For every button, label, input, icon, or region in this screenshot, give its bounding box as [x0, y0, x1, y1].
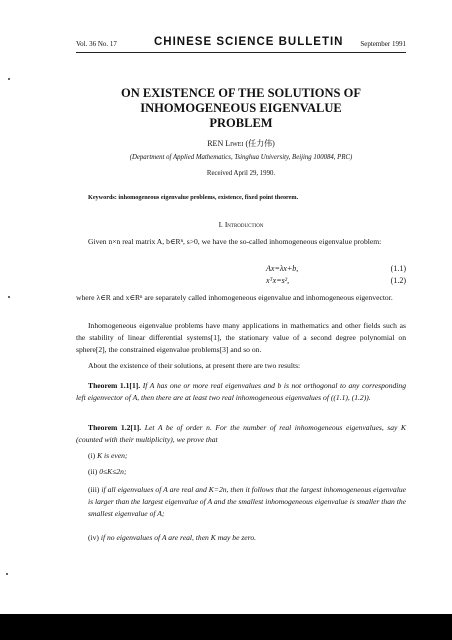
section-title: Introduction	[224, 220, 264, 229]
equation-1-1	[76, 264, 406, 276]
author-line	[76, 138, 406, 149]
running-header	[76, 36, 406, 52]
intro-paragraph-3: Inhomogeneous eigenvalue problems have many applications in mathematics and other fields such as the stability of linear differential systems[1], the stationary value of a second degree polynomial on sphere[2], the constrained eigenvalue problems[3] and so on.	[76, 321, 406, 354]
equation-1-1-number: (1.1)	[390, 264, 406, 273]
list-item-text: K is even;	[97, 451, 128, 460]
equation-1-2	[76, 276, 406, 288]
equation-1-2-expression: xᵀx=s²,	[266, 276, 290, 285]
scan-bottom-bar	[0, 614, 452, 640]
equation-1-1-expression: Ax=λx+b,	[266, 264, 299, 273]
theorem-1-1-label: Theorem 1.1[1].	[88, 381, 141, 390]
title-line-1: ON EXISTENCE OF THE SOLUTIONS OF	[121, 86, 361, 100]
title-line-3: PROBLEM	[209, 116, 273, 130]
scan-speck	[6, 573, 8, 575]
title-line-2: INHOMOGENEOUS EIGENVALUE	[140, 101, 342, 115]
equation-1-2-number: (1.2)	[390, 276, 406, 285]
theorem-1-1-text: If A has one or more real eigenvalues and b is not orthogonal to any corresponding left eigenvector of A, then there are at least two real inhomogeneous eigenvalues of ((1.1), (1.2)).	[76, 381, 406, 402]
list-item-label: (iv)	[88, 533, 99, 542]
list-item	[88, 532, 406, 544]
volume-label: Vol. 36 No. 17	[76, 40, 117, 48]
author-chinese-name: (任力伟)	[245, 139, 275, 148]
section-heading	[76, 220, 406, 229]
header-rule	[76, 52, 406, 53]
list-item-text: if all eigenvalues of A are real and K=2n, then it follows that the largest inhomogeneous eigenvalue is larger than the largest eigenvalue of A and the smallest inhomogeneous eigenvalue is smaller than the smallest eigenvalue of A;	[88, 485, 406, 518]
theorem-1-2-text: Let A be of order n. For the number of real inhomogeneous eigenvalues, say K (counted with their multiplicity), we prove that	[76, 423, 407, 444]
list-item-label: (ii)	[88, 467, 98, 476]
intro-paragraph-4: About the existence of their solutions, at present there are two results:	[88, 361, 301, 370]
theorem-1-2-label: Theorem 1.2[1].	[88, 423, 142, 432]
theorem-1-1	[76, 380, 406, 404]
list-item	[88, 484, 406, 520]
list-item-text: 0≤K≤2n;	[99, 467, 127, 476]
theorem-1-2	[76, 422, 406, 446]
list-item	[88, 466, 406, 478]
issue-date: September 1991	[360, 40, 406, 48]
journal-name: CHINESE SCIENCE BULLETIN	[154, 36, 344, 48]
list-item-text: if no eigenvalues of A are real, then K may be zero.	[100, 533, 257, 542]
section-number: I.	[218, 220, 223, 229]
list-item-label: (iii)	[88, 485, 100, 494]
author-family-name: Liwei	[225, 139, 244, 148]
author-given-name: REN	[207, 139, 224, 148]
author-affiliation: (Department of Applied Mathematics, Tsinghua University, Beijing 100084, PRC)	[129, 154, 353, 161]
intro-paragraph-1: Given n×n real matrix A, b∈Rⁿ, s>0, we have the so-called inhomogeneous eigenvalue problem:	[88, 237, 382, 246]
received-date: Received April 29, 1990.	[206, 170, 276, 177]
list-item-label: (i)	[88, 451, 96, 460]
intro-paragraph-2: where λ∈R and x∈Rⁿ are separately called inhomogeneous eigenvalue and inhomogeneous eigenvector.	[76, 293, 393, 302]
keywords: Keywords: inhomogeneous eigenvalue problems, existence, fixed point theorem.	[88, 194, 299, 201]
scan-speck	[8, 78, 10, 80]
scan-speck	[8, 296, 10, 298]
paper-title	[76, 86, 406, 131]
list-item	[88, 450, 406, 462]
